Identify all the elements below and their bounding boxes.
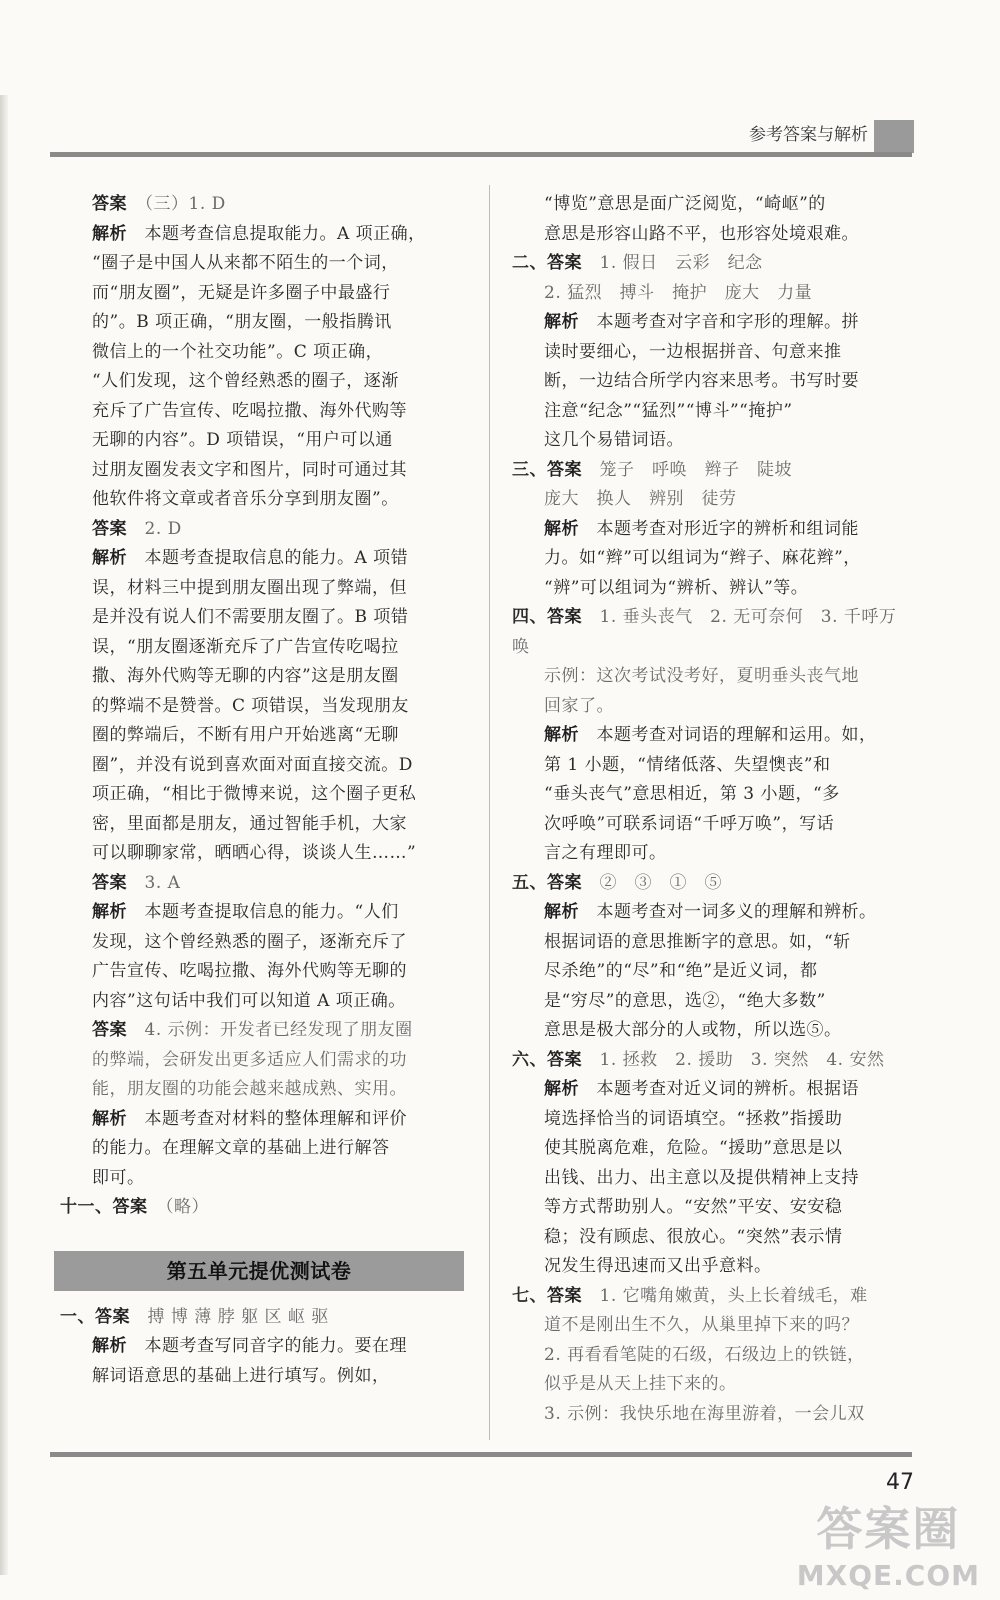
question-number: 十一、 — [60, 1197, 113, 1217]
explanation-line: 尽杀绝”的“尽”和“绝”是近义词，都 — [544, 961, 818, 981]
section-banner: 第五单元提优测试卷 — [54, 1251, 464, 1291]
explanation-line: 次呼唤”可联系词语“千呼万唤”，写话 — [544, 813, 835, 834]
answer-line: 庞大 换人 辨别 徒劳 — [544, 489, 737, 509]
explanation-text: 本题考查对形近字的辨析和组词能 — [596, 518, 859, 539]
explanation-line: 无聊的内容”。D 项错误，“用户可以通 — [92, 430, 393, 450]
answer-line — [512, 1046, 912, 1076]
answer-label: 答案 — [547, 872, 582, 893]
answer-line — [512, 456, 912, 486]
answer-line: 示例：这次考试没考好，夏明垂头丧气地 — [544, 666, 859, 686]
explanation-line — [512, 515, 912, 545]
explanation-line: 圈”，并没有说到喜欢面对面直接交流。D — [92, 754, 413, 775]
explanation-line: 可以聊聊家常，晒晒心得，谈谈人生……” — [92, 843, 417, 863]
explanation-line: 广告宣传、吃喝拉撒、海外代购等无聊的 — [92, 961, 407, 981]
explanation-label: 解析 — [544, 902, 579, 922]
answer-label: 答案 — [547, 607, 582, 627]
explanation-line — [512, 308, 912, 338]
explanation-line: 圈的弊端后，不断有用户开始逃离“无聊 — [92, 725, 399, 745]
explanation-line: 这几个易错词语。 — [544, 430, 684, 450]
explanation-text: 本题考查写同音字的能力。要在理 — [144, 1336, 407, 1356]
answer-line — [60, 1303, 460, 1333]
explanation-label: 解析 — [544, 518, 579, 539]
answer-line — [512, 869, 912, 899]
explanation-text: 本题考查对近义词的辨析。根据语 — [596, 1079, 859, 1099]
explanation-line: 是并没有说人们不需要朋友圈了。B 项错 — [92, 607, 409, 627]
answer-text: （三）1. D — [144, 194, 226, 214]
watermark-logo — [797, 1493, 980, 1592]
explanation-text: 本题考查对词语的理解和运用。如， — [596, 725, 877, 745]
explanation-line: 断，一边结合所学内容来思考。书写时要 — [544, 371, 859, 391]
binding-gutter — [0, 95, 8, 1575]
answer-text: 搏 博 薄 脖 躯 区 岖 驱 — [147, 1306, 329, 1327]
answer-text: 1. 假日 云彩 纪念 — [599, 253, 763, 273]
answer-line: 的弊端，会研发出更多适应人们需求的功 — [92, 1049, 407, 1070]
explanation-line: 读时要细心，一边根据拼音、句意来推 — [544, 341, 842, 362]
answer-label: 答案 — [92, 1020, 127, 1040]
question-number: 三、 — [512, 459, 547, 480]
explanation-line: 误，材料三中提到朋友圈出现了弊端，但 — [92, 577, 407, 598]
answer-line: 能，朋友圈的功能会越来越成熟、实用。 — [92, 1079, 407, 1099]
explanation-line — [60, 220, 460, 250]
answer-text: 1. 拯救 2. 援助 3. 突然 4. 安然 — [599, 1049, 885, 1070]
explanation-line: “垂头丧气”意思相近，第 3 小题，“多 — [544, 784, 840, 804]
answer-label: 答案 — [92, 518, 127, 539]
answer-line: 2. 猛烈 搏斗 掩护 庞大 力量 — [544, 282, 813, 303]
answer-line: 2. 再看看笔陡的石级，石级边上的铁链， — [544, 1344, 865, 1365]
explanation-line: 项正确，“相比于微博来说，这个圈子更私 — [92, 784, 417, 804]
explanation-line: “人们发现，这个曾经熟悉的圈子，逐渐 — [92, 371, 399, 391]
answer-label: 答案 — [547, 1285, 582, 1306]
explanation-line: 出钱、出力、出主意以及提供精神上支持 — [544, 1167, 859, 1188]
explanation-label: 解析 — [92, 902, 127, 922]
answer-label: 答案 — [547, 253, 582, 273]
explanation-text: 本题考查提取信息的能力。“人们 — [144, 902, 399, 922]
header-tab-block — [874, 120, 914, 153]
explanation-label: 解析 — [92, 1108, 127, 1129]
explanation-text: 本题考查对一词多义的理解和辨析。 — [596, 902, 877, 922]
explanation-line — [512, 721, 912, 751]
explanation-line: 境选择恰当的词语填空。“拯救”指援助 — [544, 1108, 843, 1129]
explanation-line: 使其脱离危难，危险。“援助”意思是以 — [544, 1138, 843, 1158]
answer-label: 答案 — [547, 1049, 582, 1070]
explanation-text: 本题考查对材料的整体理解和评价 — [144, 1108, 407, 1129]
answer-label: 答案 — [95, 1306, 130, 1327]
answer-line — [60, 1016, 460, 1046]
explanation-line — [512, 1075, 912, 1105]
explanation-line: 况发生得迅速而又出乎意料。 — [544, 1256, 772, 1276]
answer-label: 答案 — [92, 194, 127, 214]
answer-line — [512, 603, 912, 662]
question-number: 二、 — [512, 253, 547, 273]
question-number: 四、 — [512, 607, 547, 627]
question-number: 六、 — [512, 1049, 547, 1070]
left-column — [60, 190, 460, 1391]
explanation-line: 误，“朋友圈逐渐充斥了广告宣传吃喝拉 — [92, 636, 399, 657]
explanation-line: 的”。B 项正确，“朋友圈，一般指腾讯 — [92, 312, 392, 332]
column-divider — [489, 185, 490, 1440]
header-rule — [50, 152, 912, 157]
answer-line — [512, 249, 912, 279]
explanation-line: 注意“纪念”“猛烈”“博斗”“掩护” — [544, 400, 793, 421]
explanation-line — [60, 1332, 460, 1362]
explanation-line: 第 1 小题，“情绪低落、失望懊丧”和 — [544, 754, 831, 775]
answer-label: 答案 — [92, 872, 127, 893]
explanation-line: 的能力。在理解文章的基础上进行解答 — [92, 1138, 390, 1158]
explanation-line: 充斥了广告宣传、吃喝拉撒、海外代购等 — [92, 400, 407, 421]
question-number: 五、 — [512, 872, 547, 893]
answer-line — [512, 1282, 912, 1312]
explanation-text: 本题考查信息提取能力。A 项正确， — [144, 223, 426, 244]
explanation-line — [60, 898, 460, 928]
explanation-line: 发现，这个曾经熟悉的圈子，逐渐充斥了 — [92, 931, 407, 952]
answer-text: （略） — [165, 1197, 209, 1217]
explanation-label: 解析 — [92, 1336, 127, 1356]
answer-line — [60, 1193, 460, 1223]
explanation-line: 根据词语的意思推断字的意思。如，“斩 — [544, 931, 851, 952]
answer-text: ② ③ ① ⑤ — [599, 872, 722, 893]
explanation-line: “圈子是中国人从来都不陌生的一个词， — [92, 253, 399, 273]
explanation-line — [512, 898, 912, 928]
answer-text: 1. 它嘴角嫩黄，头上长着绒毛，难 — [599, 1285, 868, 1306]
explanation-line: 内容”这句话中我们可以知道 A 项正确。 — [92, 990, 406, 1011]
answer-line: 道不是刚出生不久，从巢里掉下来的吗？ — [544, 1315, 859, 1335]
explanation-line: 撒、海外代购等无聊的内容”这是朋友圈 — [92, 666, 399, 686]
explanation-line — [60, 1105, 460, 1135]
explanation-label: 解析 — [92, 548, 127, 568]
explanation-line: 言之有理即可。 — [544, 843, 667, 863]
explanation-line: 他软件将文章或者音乐分享到朋友圈”。 — [92, 489, 399, 509]
answer-text: 2. D — [144, 518, 182, 539]
explanation-label: 解析 — [544, 725, 579, 745]
answer-line: 回家了。 — [544, 695, 614, 716]
explanation-line: 解词语意思的基础上进行填写。例如， — [92, 1365, 390, 1386]
answer-text: 1. 垂头丧气 2. 无可奈何 3. 千呼万唤 — [512, 607, 897, 657]
text-line: 意思是形容山路不平，也形容处境艰难。 — [544, 223, 859, 244]
footer-rule — [50, 1452, 912, 1457]
running-header-title: 参考答案与解析 — [749, 125, 868, 145]
watermark-url: MXQE.COM — [796, 1559, 980, 1592]
explanation-text: 本题考查提取信息的能力。A 项错 — [144, 548, 409, 568]
explanation-line: 而“朋友圈”，无疑是许多圈子中最盛行 — [92, 282, 391, 303]
question-number: 七、 — [512, 1285, 547, 1306]
explanation-text: 本题考查对字音和字形的理解。拼 — [596, 312, 859, 332]
explanation-line: 意思是极大部分的人或物，所以选⑤。 — [544, 1020, 842, 1040]
answer-label: 答案 — [547, 459, 582, 480]
text-line: “博览”意思是面广泛阅览，“崎岖”的 — [544, 194, 826, 214]
answer-line — [60, 515, 460, 545]
answer-text: 3. A — [144, 872, 181, 893]
explanation-line: 稳；没有顾虑、很放心。“突然”表示情 — [544, 1226, 843, 1247]
answer-text: 笼子 呼唤 辫子 陡坡 — [599, 459, 792, 480]
explanation-line: 是“穷尽”的意思，选②，“绝大多数” — [544, 990, 826, 1011]
explanation-line: 即可。 — [92, 1167, 145, 1188]
explanation-line: 等方式帮助别人。“安然”平安、安安稳 — [544, 1197, 843, 1217]
answer-label: 答案 — [112, 1197, 148, 1217]
explanation-line: 的弊端不是赞誉。C 项错误，当发现朋友 — [92, 695, 409, 716]
explanation-line: 力。如“辫”可以组词为“辫子、麻花辫”， — [544, 548, 861, 568]
answer-line: 3. 示例：我快乐地在海里游着，一会儿双 — [544, 1403, 865, 1424]
answer-line — [60, 869, 460, 899]
explanation-line — [60, 544, 460, 574]
explanation-label: 解析 — [544, 1079, 579, 1099]
right-column — [512, 190, 912, 1429]
explanation-label: 解析 — [544, 312, 579, 332]
question-number: 一、 — [60, 1306, 95, 1327]
answer-line — [60, 190, 460, 220]
answer-text: 4. 示例：开发者已经发现了朋友圈 — [144, 1020, 413, 1040]
explanation-line: 密，里面都是朋友，通过智能手机，大家 — [92, 813, 407, 834]
explanation-line: 过朋友圈发表文字和图片，同时可通过其 — [92, 459, 407, 480]
watermark-text: 答案圈 — [816, 1502, 961, 1556]
answer-line: 似乎是从天上挂下来的。 — [544, 1374, 737, 1394]
explanation-label: 解析 — [92, 223, 127, 244]
explanation-line: 微信上的一个社交功能”。C 项正确， — [92, 341, 384, 362]
explanation-line: “辨”可以组词为“辨析、辨认”等。 — [544, 577, 809, 598]
page-number: 47 — [886, 1470, 914, 1495]
